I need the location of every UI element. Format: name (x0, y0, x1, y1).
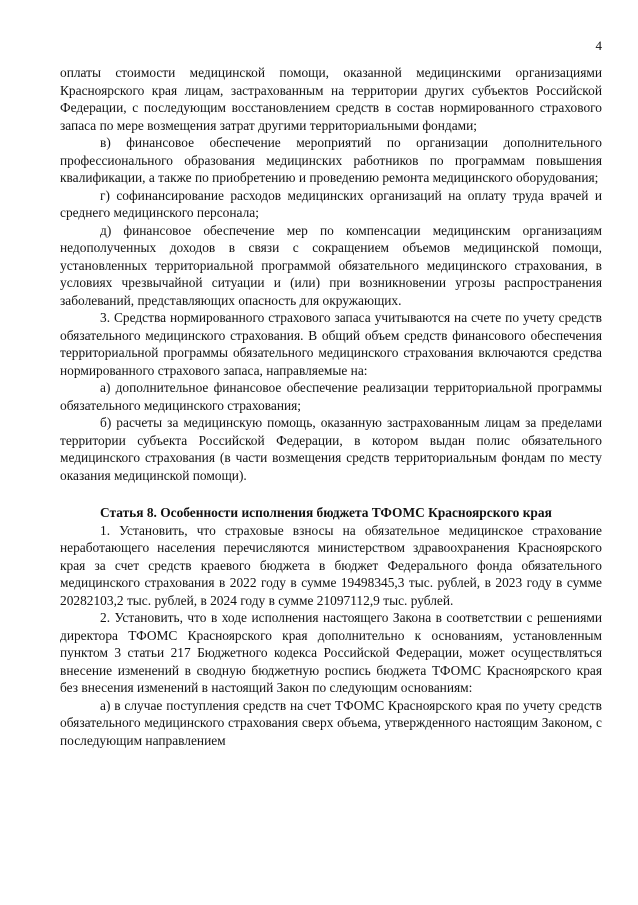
page-number: 4 (595, 38, 602, 53)
paragraph-item-v: в) финансовое обеспечение мероприятий по организации дополнительного профессионального образования медицинских работников по программам повышения квалификации, а также по приобретению и проведению ремонта медицинского оборудования; (60, 135, 602, 185)
article-heading: Статья 8. Особенности исполнения бюджета ТФОМС Красноярского края (100, 505, 552, 520)
paragraph-item-g: г) софинансирование расходов медицинских организаций на оплату труда врачей и среднего медицинского персонала; (60, 187, 602, 220)
paragraph-continuation: оплаты стоимости медицинской помощи, оказанной медицинскими организациями Красноярского края лицам, застрахованным на территории других субъектов Российской Федерации, с последующим восстановлением средств в состав нормированного страхового запаса по мере возмещения затрат другими территориальными фондами; (60, 65, 602, 133)
paragraph-point-1: 1. Установить, что страховые взносы на обязательное медицинское страхование неработающего населения перечисляются министерством здравоохранения Красноярского края за счет средств краевого бюджета в бюджет Федерального фонда обязательного медицинского страхования в 2022 году в сумме 19498345,3 тыс. рублей, в 2023 году в сумме 20282103,2 тыс. рублей, в 2024 году в сумме 21097112,9 тыс. рублей. (60, 522, 602, 608)
document-body (60, 64, 602, 749)
paragraph-point-3: 3. Средства нормированного страхового запаса учитываются на счете по учету средств обязательного медицинского страхования. В общий объем средств финансового обеспечения территориальной программы обязательного медицинского страхования включаются средства нормированного страхового запаса, направляемые на: (60, 310, 602, 378)
paragraph-item-b: б) расчеты за медицинскую помощь, оказанную застрахованным лицам за пределами территории субъекта Российской Федерации, в котором выдан полис обязательного медицинского страхования (в части возмещения средств территориальным фондам по месту оказания медицинской помощи). (60, 415, 602, 483)
paragraph-item-d: д) финансовое обеспечение мер по компенсации медицинским организациям недополученных доходов в связи с сокращением объемов медицинской помощи, установленных территориальной программой обязательного медицинского страхования, в условиях чрезвычайной ситуации и (или) при возникновении угрозы распространения заболеваний, представляющих опасность для окружающих. (60, 222, 602, 308)
paragraph-item-a: а) дополнительное финансовое обеспечение реализации территориальной программы обязательного медицинского страхования; (60, 380, 602, 413)
paragraph-point-2: 2. Установить, что в ходе исполнения настоящего Закона в соответствии с решениями директора ТФОМС Красноярского края дополнительно к основаниям, установленным пунктом 3 статьи 217 Бюджетного кодекса Российской Федерации, может осуществляться внесение изменений в сводную бюджетную роспись бюджета ТФОМС Красноярского края без внесения изменений в настоящий Закон по следующим основаниям: (60, 610, 602, 695)
paragraph-subitem-a: а) в случае поступления средств на счет ТФОМС Красноярского края по учету средств обязательного медицинского страхования сверх объема, утвержденного настоящим Законом, с последующим направлением (60, 697, 602, 748)
